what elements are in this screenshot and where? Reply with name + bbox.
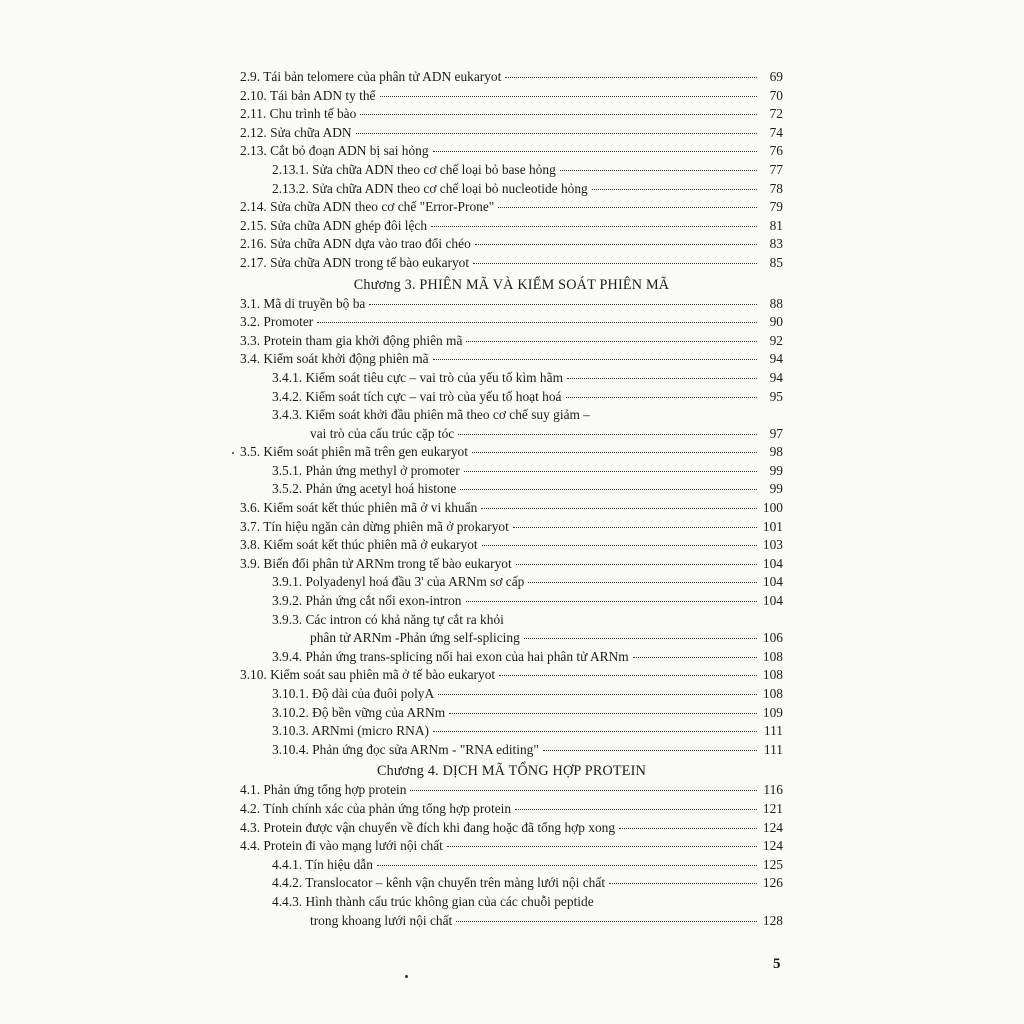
- toc-entry: [240, 105, 783, 124]
- toc-entry: [240, 295, 783, 314]
- toc-entry: [240, 443, 783, 462]
- page-number: 5: [773, 956, 781, 972]
- toc-entry-page: 94: [769, 369, 783, 385]
- toc-entry: [240, 425, 783, 444]
- toc-entry: [240, 499, 783, 518]
- dot-leader: [592, 188, 757, 190]
- dot-leader: [481, 507, 757, 509]
- toc-entry-title: 3.6. Kiểm soát kết thúc phiên mã ở vi khuẩn: [240, 500, 478, 516]
- toc-entry-page: 116: [763, 782, 783, 798]
- dot-leader: [456, 920, 757, 922]
- toc-entry: [240, 704, 783, 723]
- toc-entry-title: 3.5. Kiểm soát phiên mã trên gen eukaryot: [240, 444, 468, 460]
- toc-entry-page: 99: [769, 462, 783, 478]
- toc-entry-title: 3.3. Protein tham gia khởi động phiên mã: [240, 332, 463, 348]
- toc-entry: [240, 856, 783, 875]
- dot-leader: [360, 113, 757, 115]
- toc-entry: [240, 536, 783, 555]
- toc-entry-title: 3.9. Biến đổi phân tử ARNm trong tế bào eukaryot: [240, 555, 512, 571]
- table-of-contents: [240, 68, 783, 930]
- toc-entry-title: 3.10.4. Phản ứng đọc sửa ARNm - "RNA editing": [272, 741, 539, 757]
- toc-entry: [240, 462, 783, 481]
- toc-entry-title: 4.4.2. Translocator – kênh vận chuyển trên màng lưới nội chất: [272, 875, 606, 891]
- toc-entry-title: 3.4.3. Kiểm soát khởi đầu phiên mã theo cơ chế suy giảm –: [272, 407, 590, 423]
- toc-entry-title: 2.10. Tái bản ADN ty thể: [240, 87, 376, 103]
- toc-entry-page: 101: [762, 518, 783, 534]
- dot-leader: [438, 693, 757, 695]
- toc-entry-title: 2.13.2. Sửa chữa ADN theo cơ chế loại bỏ nucleotide hỏng: [272, 180, 588, 196]
- dot-leader: [447, 845, 757, 847]
- toc-entry: [240, 142, 783, 161]
- toc-entry-page: 69: [769, 69, 783, 84]
- toc-entry-page: 98: [769, 444, 783, 460]
- toc-entry-page: 90: [769, 314, 783, 330]
- toc-entry-title: 4.4.3. Hình thành cấu trúc không gian của các chuỗi peptide: [272, 893, 594, 909]
- dot-leader: [458, 433, 757, 435]
- toc-entry-page: 85: [769, 254, 783, 270]
- dot-leader: [433, 358, 757, 360]
- toc-entry-title: 3.9.4. Phản ứng trans-splicing nối hai exon của hai phân tử ARNm: [272, 648, 629, 664]
- toc-entry-page: 121: [762, 800, 783, 816]
- toc-entry-title: 3.4.1. Kiểm soát tiêu cực – vai trò của yếu tố kìm hãm: [272, 369, 563, 385]
- toc-entry: [240, 198, 783, 217]
- toc-entry-page: 104: [762, 555, 783, 571]
- toc-entry-page: 70: [769, 87, 783, 103]
- dot-leader: [466, 600, 758, 602]
- toc-entry-title: 2.13. Cắt bỏ đoạn ADN bị sai hỏng: [240, 143, 429, 159]
- toc-entry-title: 3.4. Kiểm soát khởi động phiên mã: [240, 351, 429, 367]
- toc-entry-title: 2.9. Tái bản telomere của phân tử ADN eukaryot: [240, 69, 502, 84]
- toc-entry: [240, 666, 783, 685]
- toc-entry: [240, 254, 783, 273]
- dot-leader: [566, 396, 758, 398]
- toc-entry-page: 108: [762, 648, 783, 664]
- toc-entry: [240, 819, 783, 838]
- toc-entry-page: 97: [769, 425, 783, 441]
- toc-entry-page: 124: [762, 838, 783, 854]
- dot-leader: [369, 303, 757, 305]
- toc-entry: [240, 161, 783, 180]
- toc-entry-page: 124: [762, 819, 783, 835]
- toc-entry-title: 2.17. Sửa chữa ADN trong tế bào eukaryot: [240, 254, 470, 270]
- dot-leader: [498, 206, 757, 208]
- toc-entry: [240, 180, 783, 199]
- chapter-heading: Chương 4. DỊCH MÃ TỔNG HỢP PROTEIN: [376, 763, 647, 780]
- toc-entry-title: 4.4.1. Tín hiệu dẫn: [272, 856, 373, 872]
- toc-entry-page: 126: [762, 875, 783, 891]
- toc-entry: [240, 124, 783, 143]
- toc-entry: [240, 518, 783, 537]
- toc-entry-title: 2.15. Sửa chữa ADN ghép đôi lệch: [240, 217, 428, 233]
- toc-entry-page: 81: [769, 217, 783, 233]
- toc-entry-page: 103: [762, 537, 783, 553]
- toc-entry-title: 3.9.3. Các intron có khả năng tự cắt ra khỏi: [272, 611, 504, 627]
- toc-entry-title: 3.9.1. Polyadenyl hoá đầu 3' của ARNm sơ cấp: [272, 574, 525, 590]
- toc-entry-title: 3.5.2. Phản ứng acetyl hoá histone: [272, 481, 457, 497]
- toc-entry-title: 3.7. Tín hiệu ngăn cản dừng phiên mã ở prokaryot: [240, 518, 509, 534]
- toc-entry-page: 100: [762, 500, 783, 516]
- toc-entry: [240, 313, 783, 332]
- toc-entry-title: 3.8. Kiểm soát kết thúc phiên mã ở eukaryot: [240, 537, 478, 553]
- toc-entry: [240, 68, 783, 87]
- toc-entry: [240, 912, 783, 931]
- dot-leader: [499, 674, 757, 676]
- toc-entry-page: 79: [769, 199, 783, 215]
- toc-entry-title: 3.10.2. Độ bền vững của ARNm: [272, 704, 446, 720]
- dot-leader: [410, 789, 757, 791]
- dot-leader: [543, 749, 757, 751]
- toc-entry-title: 4.4. Protein đi vào mạng lưới nội chất: [240, 838, 443, 854]
- toc-entry-page: 108: [762, 667, 783, 683]
- toc-entry: [240, 235, 783, 254]
- toc-entry-page: 125: [762, 856, 783, 872]
- toc-entry-title: 3.5.1. Phản ứng methyl ở promoter: [272, 462, 460, 478]
- toc-entry: [240, 722, 783, 741]
- toc-entry-page: 83: [769, 236, 783, 252]
- dot-leader: [473, 262, 757, 264]
- toc-entry: [240, 592, 783, 611]
- toc-entry-page: 99: [769, 481, 783, 497]
- dot-leader: [431, 225, 757, 227]
- dot-leader: [609, 882, 757, 884]
- dot-leader: [482, 544, 757, 546]
- dot-leader: [433, 150, 757, 152]
- toc-entry-title: 4.1. Phản ứng tổng hợp protein: [240, 782, 407, 798]
- dot-leader: [466, 340, 757, 342]
- toc-entry-page: 104: [762, 574, 783, 590]
- toc-entry: [240, 800, 783, 819]
- dot-leader: [513, 526, 757, 528]
- dot-leader: [619, 827, 757, 829]
- dot-leader: [633, 656, 757, 658]
- toc-entry-page: 106: [762, 630, 783, 646]
- print-speck: [232, 452, 234, 454]
- toc-entry-page: 77: [769, 161, 783, 177]
- toc-entry-title: 2.16. Sửa chữa ADN dựa vào trao đổi chéo: [240, 236, 471, 252]
- toc-entry-title: 3.2. Promoter: [240, 314, 314, 330]
- toc-entry-title: 3.4.2. Kiểm soát tích cực – vai trò của yếu tố hoạt hoá: [272, 388, 562, 404]
- toc-entry-page: 72: [769, 106, 783, 122]
- chapter-heading: Chương 3. PHIÊN MÃ VÀ KIỂM SOÁT PHIÊN MÃ: [353, 276, 670, 293]
- dot-leader: [516, 563, 757, 565]
- toc-entry-page: 104: [762, 593, 783, 609]
- dot-leader: [356, 132, 757, 134]
- toc-entry-page: 92: [769, 332, 783, 348]
- toc-entry: [240, 332, 783, 351]
- toc-entry: [240, 369, 783, 388]
- dot-leader: [528, 581, 757, 583]
- toc-entry-page: 95: [769, 388, 783, 404]
- toc-entry: [240, 388, 783, 407]
- toc-entry-title: 3.9.2. Phản ứng cắt nối exon-intron: [272, 593, 462, 609]
- toc-entry: [240, 648, 783, 667]
- toc-entry-title: vai trò của cấu trúc cặp tóc: [310, 425, 455, 441]
- toc-entry-title: 3.1. Mã di truyền bộ ba: [240, 295, 366, 311]
- toc-entry-title: 4.2. Tính chính xác của phản ứng tổng hợp protein: [240, 800, 512, 816]
- dot-leader: [475, 243, 757, 245]
- toc-entry-page: 128: [762, 912, 783, 928]
- toc-entry: [240, 87, 783, 106]
- toc-entry: [240, 781, 783, 800]
- toc-entry-title: 3.10.1. Độ dài của đuôi polyA: [272, 686, 435, 701]
- toc-entry-title: 3.10. Kiểm soát sau phiên mã ở tế bào eukaryot: [240, 667, 496, 683]
- toc-entry: [240, 837, 783, 856]
- toc-entry: [240, 685, 783, 704]
- dot-leader: [567, 377, 757, 379]
- toc-entry: [240, 217, 783, 236]
- dot-leader: [433, 730, 757, 732]
- toc-entry-title: 2.11. Chu trình tế bào: [240, 106, 357, 122]
- toc-entry-page: 111: [763, 741, 783, 757]
- toc-entry-title: phân tử ARNm -Phản ứng self-splicing: [310, 630, 520, 646]
- toc-entry: [240, 555, 783, 574]
- dot-leader: [515, 808, 757, 810]
- toc-entry-title: 2.14. Sửa chữa ADN theo cơ chế "Error-Prone": [240, 199, 495, 215]
- toc-entry: [240, 874, 783, 893]
- dot-leader: [560, 169, 757, 171]
- toc-entry: [240, 350, 783, 369]
- dot-leader: [377, 864, 757, 866]
- toc-entry: [240, 611, 783, 630]
- toc-entry: [240, 741, 783, 760]
- dot-leader: [449, 712, 757, 714]
- toc-entry-page: 111: [763, 723, 783, 739]
- dot-leader: [464, 470, 757, 472]
- toc-entry-title: trong khoang lưới nội chất: [310, 912, 453, 928]
- dot-leader: [524, 637, 757, 639]
- toc-entry-title: 2.12. Sửa chữa ADN: [240, 124, 352, 140]
- toc-entry-page: 78: [769, 180, 783, 196]
- toc-entry-page: 74: [769, 124, 783, 140]
- dot-leader: [317, 321, 757, 323]
- print-speck: [405, 975, 408, 978]
- toc-entry: [240, 629, 783, 648]
- toc-entry-page: 109: [762, 704, 783, 720]
- toc-entry-page: 76: [769, 143, 783, 159]
- toc-entry-page: 108: [762, 686, 783, 701]
- toc-entry: [240, 406, 783, 425]
- toc-entry: [240, 480, 783, 499]
- dot-leader: [505, 76, 757, 78]
- toc-entry: [240, 893, 783, 912]
- toc-entry-title: 3.10.3. ARNmi (micro RNA): [272, 723, 429, 739]
- toc-entry-page: 94: [769, 351, 783, 367]
- dot-leader: [460, 488, 757, 490]
- toc-entry: [240, 573, 783, 592]
- dot-leader: [472, 451, 757, 453]
- dot-leader: [380, 95, 757, 97]
- toc-entry-title: 2.13.1. Sửa chữa ADN theo cơ chế loại bỏ base hỏng: [272, 161, 556, 177]
- toc-entry-title: 4.3. Protein được vận chuyển về đích khi đang hoặc đã tổng hợp xong: [240, 819, 616, 835]
- toc-entry-page: 88: [769, 295, 783, 311]
